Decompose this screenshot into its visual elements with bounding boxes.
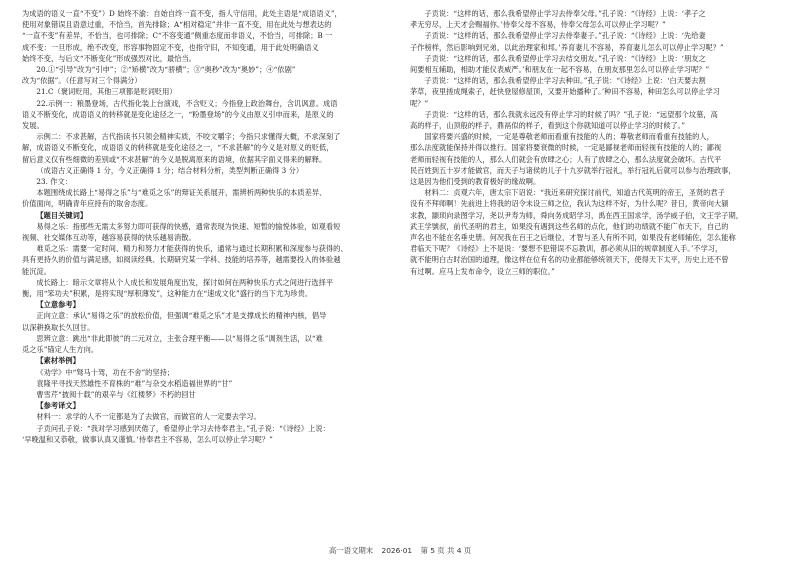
text-line: 改为“依据”。（任意写对三个得满分）: [22, 76, 142, 86]
text-line: 发展。: [22, 121, 44, 131]
text-line: 武王学號叔，前代圣明的君主，如果没有遇到这些名师的点化，他们的功绩就不能广布天下，自己的: [410, 221, 729, 231]
text-line: 袁隆平寻找天然雄性不育株的“难”与杂交水稻造福世界的“甘”: [36, 378, 233, 388]
text-line: 孝无穷尽，上天才会赐福你。’侍奉父母不容易，侍奉父母怎么可以停止学习呢？”: [410, 20, 666, 30]
text-line: （成语古义正确得 1 分，今义正确得 1 分；结合材料分析，类型判断正确得 3 分）: [36, 165, 304, 175]
text-line: ‘早晚温和又恭敬，做事认真又谨慎。’侍奉君主不容易，怎么可以停止学习呢？”: [22, 434, 273, 444]
text-line: 国家将要兴盛的时候，一定是尊敬老师而看重有技能的人的；尊敬老师而看重有技能的人，: [424, 132, 714, 142]
text-line: 求教，颛顼向录图学习，尧以尹寿为师，舜向务成昭学习，禹在西王国求学，汤学威子伯，文王学子期，: [410, 210, 743, 220]
text-line: 子贡说：“这样的话，那么我希望停止学习去种田。”孔子说：“《诗经》上说：‘白天要去割: [424, 76, 706, 86]
section-heading: 【题目关键词】: [36, 210, 88, 220]
text-line: 《劝学》中“驽马十驾，功在不舍”的坚持；: [36, 367, 175, 377]
text-line: 君临天下呢？《诗经》上不是说：‘要想不犯错误不忘教训，都必须从旧的规章制度入手。’不学习，: [410, 244, 723, 254]
text-line: 这是因为他们受到的教育极好的缘故啊。: [410, 177, 541, 187]
text-line: 茅草，夜里搓成绳索子，赶快登屋修屋顶，又要开始播种了。’种田不容易，种田怎么可以停止学习: [410, 87, 720, 97]
text-line: 价值面向，明确青年应持有的取舍态度。: [22, 199, 153, 209]
text-line: 解，成语语义不断变化，成语语义的转移就是变化途径之一，“不求甚解”的今义是对原义的贬低，: [22, 143, 334, 153]
text-line: 示例二：不求甚解，古代指读书只领会精神实质，不咬文嚼字；今指只求懂得大概，不求深刻了: [36, 132, 341, 142]
text-line: 23. 作文：: [36, 177, 73, 187]
text-line: 正向立意：承认“易得之乐”的放松价值，但强调“难觅之乐”才是支撑成长的精神内核，倡导: [36, 311, 327, 321]
text-line: 呢？”: [410, 98, 429, 108]
section-heading: 【素材举例】: [36, 356, 80, 366]
section-heading: 【参考译文】: [36, 401, 80, 411]
left-column: [22, 8, 402, 445]
text-line: 老师而轻视有技能的人，那么人们就会有放肆之心；人有了放肆之心，那么法度就会破坏。古代平: [410, 154, 722, 164]
text-line: 能沉淀。: [22, 266, 51, 276]
text-line: 曹雪芹“披阅十载”的艰辛与《红楼梦》不朽的回甘: [36, 389, 196, 399]
text-line: 成长路上：暗示文章将从个人成长和发展角度出发，探讨如何在两种快乐方式之间进行选择平: [36, 277, 334, 287]
text-line: 20.①“引导”改为“引申”；②“矫横”改为“骄横”；③“奥秒”改为“奥妙”；④“依剧”: [36, 65, 296, 75]
text-line: 子贡问孔子说：“我对学习感到厌倦了，希望停止学习去侍奉君主。”孔子说：“《诗经》上说：: [36, 423, 330, 433]
footer-page-number: 第 5 页 共 4 页: [420, 546, 472, 555]
footer-date: 2026·01: [381, 546, 413, 555]
page-footer: [0, 545, 800, 556]
text-line: 衡，用“笨功夫”积累，是将实现“厚积薄发”，这种能力在“速成文化”盛行的当下尤为珍贵。: [22, 289, 313, 299]
text-line: 子贡说：“这样的话，那么我希望停止学习去侍奉父母。”孔子说：“《诗经》上说：‘孝子之: [424, 9, 706, 18]
text-line: 子贡说：“这样的话，那么我希望停止学习去结交朋友。”孔子说：“《诗经》上说：‘朋友之: [424, 53, 706, 63]
text-line: 子贡说：“这样的话，那么我就永远没有停止学习的时候了吗？”孔子说：“远望那个坟墓，高: [424, 109, 718, 119]
text-line: 成不变：一旦形成，绝不改变，形容事物固定不变，也指守旧，不知变通，用于此处明确语义: [22, 42, 319, 52]
text-line: 高的样子，山顶般的样子，鼎鬲似的样子，看到这个你就知道可以停止学习的时候了。”: [410, 121, 686, 131]
text-line: 材料一：求学的人不一定都是为了去做官，而做官的人一定要去学习。: [36, 412, 261, 422]
text-line: 有过啊。应马上发布命令，设立三师的职位。”: [410, 266, 555, 276]
section-heading: 【立意参考】: [36, 300, 80, 310]
text-line: 思辨立意：跳出“非此即彼”的二元对立，主张合理平衡——以“易得之乐”调剂生活，以“难: [36, 333, 323, 343]
text-line: 间要相互辅助，相助才能仪表威严。’和朋友在一起不容易，在朋友那里怎么可以停止学习呢？”: [410, 65, 710, 75]
text-line: “一直不变”有差异，不恰当，也可排除；C“不容变通”侧重态度而非语义，不恰当，可排除；B 一: [22, 31, 333, 41]
text-line: 留后意义仅有些细微的差别或“不求甚解”的今义是脱离原来的语境，依据其字面义得来的解释。: [22, 154, 327, 164]
footer-subject: 高一语文期末: [328, 546, 374, 555]
text-line: 使用对象错误且语意过重，不恰当，首先排除；A“相对稳定”并非一直不变，用在此处与想表达的: [22, 20, 332, 30]
text-line: 材料二：贞观六年，唐太宗下诏说：“我近来研究探讨前代，知道古代英明的帝王，圣贤的君子: [424, 188, 725, 198]
text-line: 为成语的语义一直“不变”）D 始终不渝：自始自终一直不变，指人守信用，此处主语是“成语语义”，: [22, 9, 342, 18]
text-line: 易得之乐：指那些无需太多努力即可获得的快感，通常表现为快速、短暂的愉悦体验，如观看短: [36, 221, 341, 231]
text-line: 那么法度就能保持并得以推行。国家将要衰微的时候，一定是鄙视老师而轻视有技能的人的；鄙视: [410, 143, 722, 153]
text-line: 子作榜样，然后影响到兄弟，以此治理家和邦。’养育妻儿不容易，养育妻儿怎么可以停止学习呢？”: [410, 42, 724, 52]
text-line: 始终不变，与后文“不断变化”形成强烈对比，最恰当。: [22, 53, 196, 63]
text-line: 民百姓到五十岁才能做官，而天子与诸侯的儿子十九岁就举行冠礼，举行冠礼后就可以参与治理政事，: [410, 165, 736, 175]
text-line: 没有不拜师啊！先前进上将我的诏令未设三师之位，我认为这样不好，为什么呢？昔日，黄帝向大颍: [410, 199, 729, 209]
text-line: 以深耕换取长久回甘。: [22, 322, 95, 332]
text-line: 难觅之乐：需要一定时间、精力和努力才能获得的快乐，通常与通过长期积累和深度参与获得的、: [36, 244, 348, 254]
right-column: [410, 8, 786, 277]
text-line: 声名也不能在名垂史册。何况我在百王之后继位，才智与圣人有所不同，如果没有老师辅佐，怎么能称: [410, 233, 736, 243]
text-line: 就不能明白古时治国的道理，像这样在位有名的功业都能够统领天下，使得天下太平，历史上还不曾: [410, 255, 729, 265]
text-line: 22.示例一：粮墨登场，古代指化装上台演戏，不含贬义；今指登上政治舞台，含讥讽意。成语: [36, 98, 338, 108]
text-line: 具有更持久的价值与满足感，如阅读经典、长期研究某一学科、技能的培养等，越需要投入的体验越: [22, 255, 341, 265]
text-line: 语义不断变化，成语语义的转移就是变化途径之一，“粉墨登场”的今义由原义引申而来，是原义的: [22, 109, 334, 119]
text-line: 子贡说：“这样的话，那么我希望停止学习去侍奉妻子。”孔子说：“《诗经》上说：‘先给妻: [424, 31, 706, 41]
text-line: 21.C（褒词贬用，其他三项都是贬词贬用）: [36, 87, 177, 97]
text-line: 觅之乐”锚定人生方向。: [22, 345, 99, 355]
text-line: 视频、社交媒体互动等，越容易获得的快乐越易消散。: [22, 233, 196, 243]
text-line: 本题围绕成长路上“易得之乐”与“难觅之乐”的辩证关系展开，需辨析两种快乐的本质差异、: [36, 188, 327, 198]
